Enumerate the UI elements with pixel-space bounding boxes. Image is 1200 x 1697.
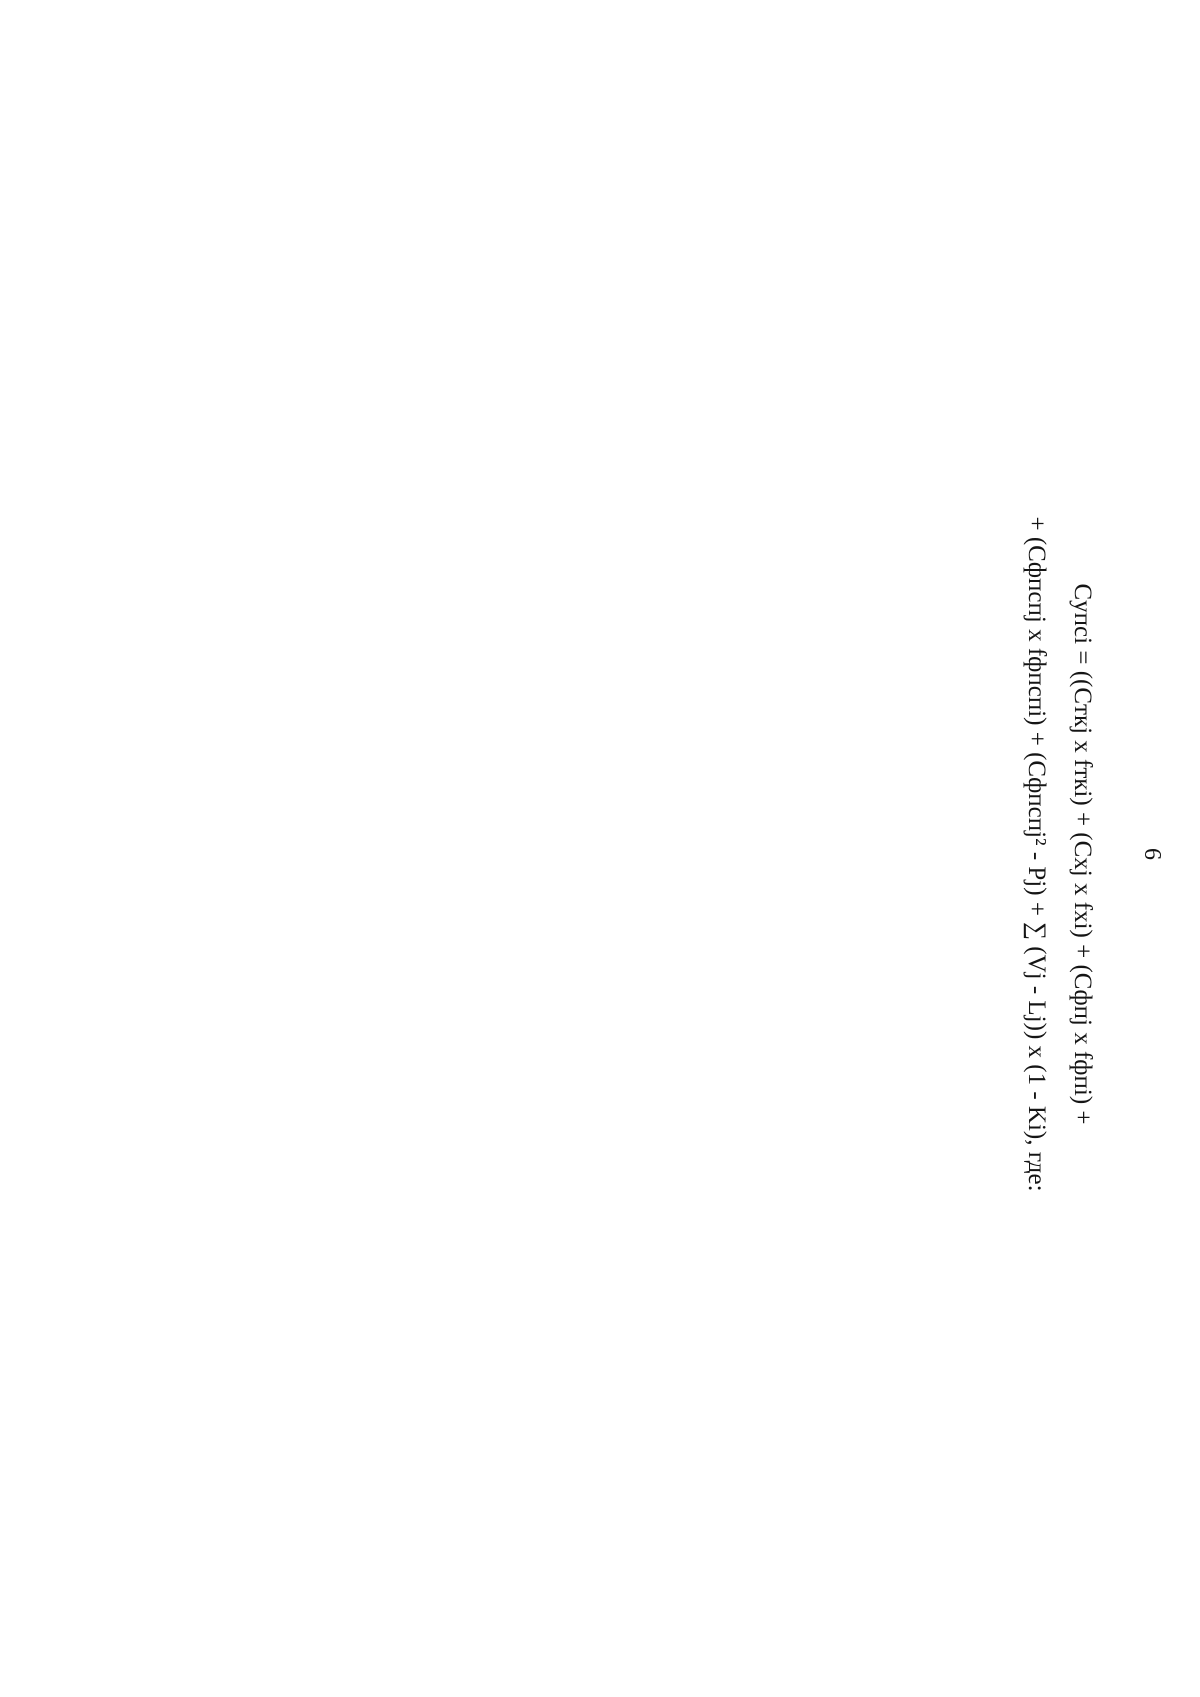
subsidy-formula [1014,54,1106,1654]
formula-line-1: Cупсi = ((Cткj x fткi) + (Cxj x fxi) + (Cфпj x fфпi) + [1069,583,1097,1125]
formula-line-2: + (Cфпспj x fфпспi) + (Cфпспj² - Pj) + ∑ (Vj - Lj)) x (1 - Ki), где: [1023,516,1051,1192]
page-number: 6 [1139,848,1165,860]
rotated-content [168,54,1168,1654]
spacer [948,54,980,1654]
